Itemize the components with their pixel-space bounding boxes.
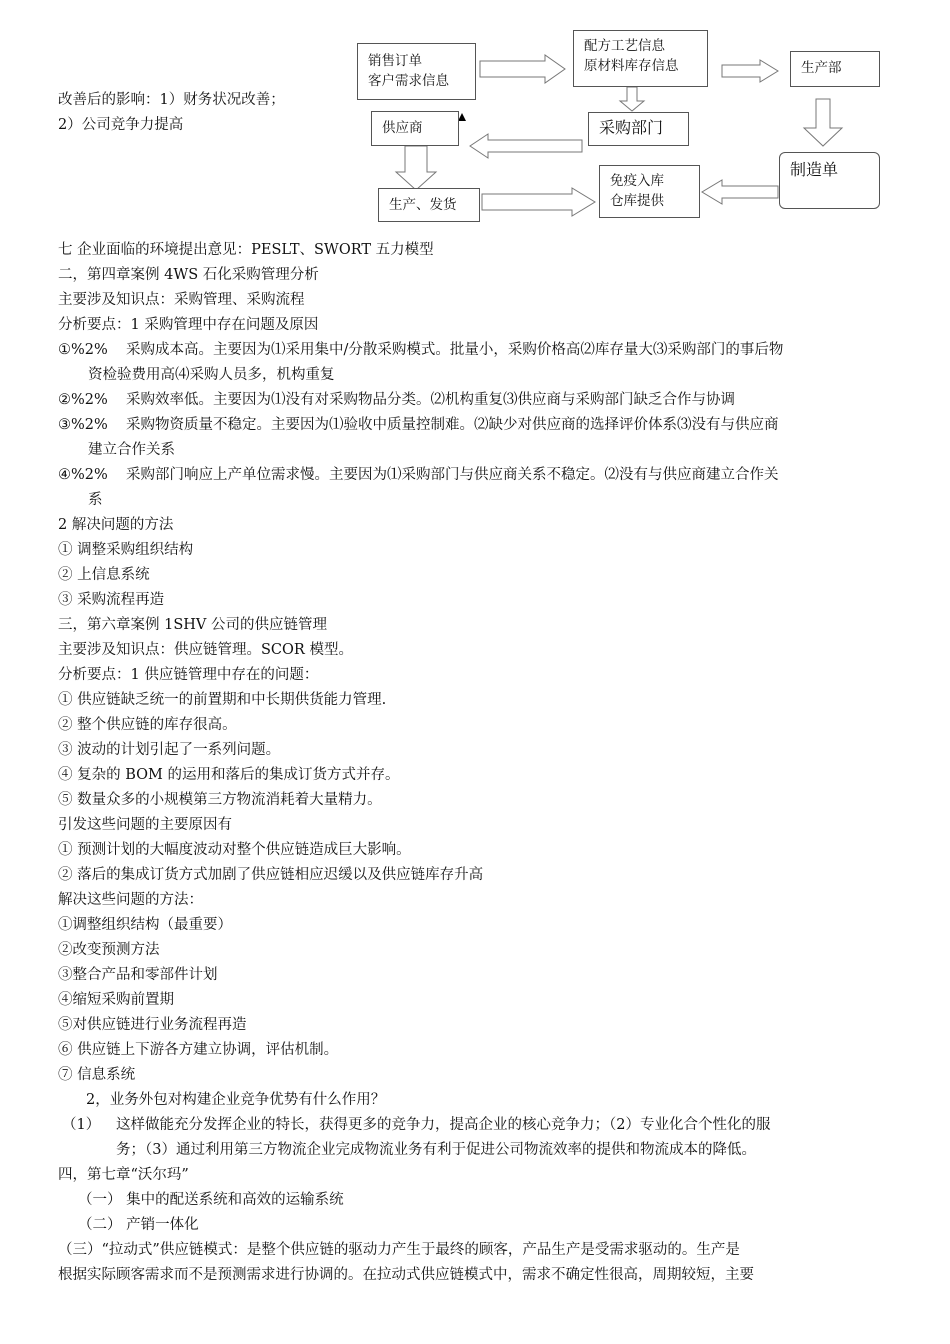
- line-causes-heading: 引发这些问题的主要原因有: [58, 817, 232, 833]
- line-methods-heading: 解决这些问题的方法：: [58, 892, 203, 908]
- solution-item-2: ② 上信息系统: [58, 567, 150, 583]
- outsourcing-answer: （1） 这样做能充分发挥企业的特长，获得更多的竞争力，提高企业的核心竞争力；（2）专业化合个性化的服 务；（3）通过利用第三方物流企业完成物流业务有利于促进公司物流效率的提供和物流成本的降低。: [62, 1117, 771, 1158]
- method-item-4: ④缩短采购前置期: [58, 992, 174, 1008]
- box-sales-order: 销售订单 客户需求信息: [357, 43, 476, 100]
- arrow-order-to-formula: [480, 55, 565, 83]
- heading-case-shv: 三，第六章案例 1SHV 公司的供应链管理: [58, 617, 327, 633]
- line-environment: 七 企业面临的环境提出意见：PESLT、SWORT 五力模型: [58, 242, 434, 258]
- arrow-supplier-to-ship: [396, 146, 436, 190]
- line-knowledge-points: 主要涉及知识点：采购管理、采购流程: [58, 292, 305, 308]
- box-production-dept: 生产部: [790, 51, 880, 87]
- heading-case-4ws: 二，第四章案例 4WS 石化采购管理分析: [58, 267, 319, 283]
- method-item-1: ①调整组织结构（最重要）: [58, 917, 232, 933]
- cause-item-2: ② 落后的集成订货方式加剧了供应链相应迟缓以及供应链库存升高: [58, 867, 484, 883]
- scm-problem-2: ② 整个供应链的库存很高。: [58, 717, 237, 733]
- walmart-item-3-line-1: （三）“拉动式”供应链模式：是整个供应链的驱动力产生于最终的顾客，产品生产是受需求驱动的。生产是: [58, 1242, 740, 1258]
- box-produce-ship: 生产、发货: [378, 188, 480, 222]
- problem-item-1: ①%2% 采购成本高。主要因为⑴采用集中/分散采购模式。批量小，采购价格高⑵库存量大⑶采购部门的事后物 资检验费用高⑷采购人员多，机构重复: [58, 342, 784, 383]
- arrow-manufacture-to-warehouse: [702, 180, 778, 204]
- line-analysis-points: 分析要点：1 采购管理中存在问题及原因: [58, 317, 319, 333]
- scm-problem-4: ④ 复杂的 BOM 的运用和落后的集成订货方式并存。: [58, 767, 400, 783]
- intro-line-2: 2）公司竞争力提高: [58, 117, 184, 133]
- arrow-ship-to-warehouse: [482, 188, 595, 216]
- problem-item-3: ③%2% 采购物资质量不稳定。主要因为⑴验收中质量控制难。⑵缺少对供应商的选择评价体系⑶没有与供应商 建立合作关系: [58, 417, 779, 458]
- method-item-5: ⑤对供应链进行业务流程再造: [58, 1017, 247, 1033]
- line-scm-analysis: 分析要点：1 供应链管理中存在的问题：: [58, 667, 319, 683]
- scm-problem-5: ⑤ 数量众多的小规模第三方物流消耗着大量精力。: [58, 792, 382, 808]
- box-formula-info: 配方工艺信息 原材料库存信息: [573, 30, 708, 87]
- intro-block: [58, 88, 285, 138]
- cause-item-1: ① 预测计划的大幅度波动对整个供应链造成巨大影响。: [58, 842, 411, 858]
- box-purchasing-dept: 采购部门: [588, 112, 689, 146]
- heading-walmart: 四，第七章“沃尔玛”: [58, 1167, 189, 1183]
- problem-item-4: ④%2% 采购部门响应上产单位需求慢。主要因为⑴采购部门与供应商关系不稳定。⑵没有与供应商建立合作关 系: [58, 467, 779, 508]
- arrow-production-to-manufacture: [804, 99, 842, 146]
- arrow-formula-to-production: [722, 60, 778, 82]
- line-scm-knowledge: 主要涉及知识点：供应链管理。SCOR 模型。: [58, 642, 353, 658]
- line-solutions-heading: 2 解决问题的方法: [58, 517, 174, 533]
- small-triangle-marker: [458, 113, 466, 121]
- method-item-3: ③整合产品和零部件计划: [58, 967, 218, 983]
- method-item-7: ⑦ 信息系统: [58, 1067, 136, 1083]
- solution-item-1: ① 调整采购组织结构: [58, 542, 194, 558]
- box-manufacture-order: 制造单: [779, 152, 880, 209]
- scm-problem-3: ③ 波动的计划引起了一系列问题。: [58, 742, 281, 758]
- method-item-6: ⑥ 供应链上下游各方建立协调，评估机制。: [58, 1042, 339, 1058]
- walmart-item-1: （一） 集中的配送系统和高效的运输系统: [78, 1192, 344, 1208]
- box-warehouse: 免疫入库 仓库提供: [599, 165, 700, 218]
- scm-problem-1: ① 供应链缺乏统一的前置期和中长期供货能力管理.: [58, 692, 387, 708]
- method-item-2: ②改变预测方法: [58, 942, 160, 958]
- question-outsourcing: 2，业务外包对构建企业竞争优势有什么作用？: [86, 1092, 386, 1108]
- walmart-item-3-line-2: 根据实际顾客需求而不是预测需求进行协调的。在拉动式供应链模式中，需求不确定性很高，周期较短，主要: [58, 1267, 754, 1283]
- solution-item-3: ③ 采购流程再造: [58, 592, 165, 608]
- arrow-formula-to-purchasing: [620, 87, 644, 111]
- walmart-item-2: （二） 产销一体化: [78, 1217, 199, 1233]
- problem-item-2: ②%2% 采购效率低。主要因为⑴没有对采购物品分类。⑵机构重复⑶供应商与采购部门缺乏合作与协调: [58, 392, 735, 408]
- intro-line-1: 改善后的影响：1）财务状况改善；: [58, 92, 285, 108]
- box-supplier: 供应商: [371, 111, 459, 146]
- arrow-purchasing-to-supplier: [470, 134, 582, 158]
- body-text: [58, 238, 898, 1288]
